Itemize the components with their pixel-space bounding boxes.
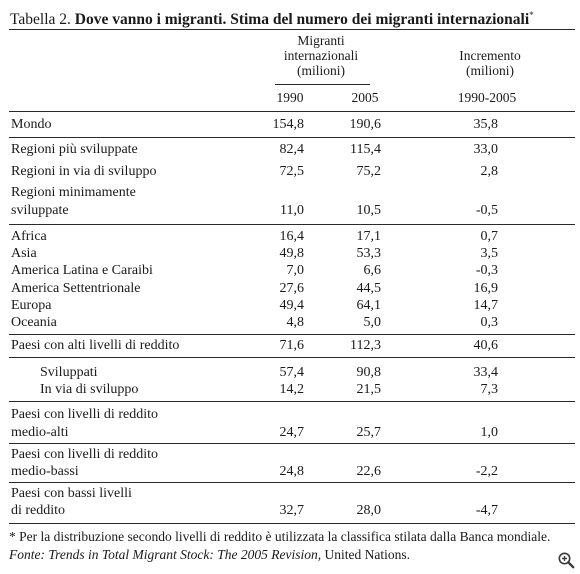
title-footnote-marker: * (529, 10, 534, 20)
value-increment: 33,0 (473, 142, 498, 157)
value-increment: 16,9 (473, 281, 498, 296)
value-1990: 49,4 (279, 298, 304, 313)
source-label: Fonte: (9, 547, 45, 562)
value-1990: 32,7 (279, 503, 304, 518)
header-increment: Incremento (milioni) (459, 48, 521, 78)
value-1990: 49,8 (279, 246, 304, 261)
row-label: Regioni minimamente (11, 185, 136, 200)
source-title: Trends in Total Migrant Stock: The 2005 Revision, (48, 547, 322, 562)
zoom-in-icon[interactable] (557, 551, 575, 569)
top-rule (9, 29, 575, 30)
value-increment: 3,5 (480, 246, 498, 261)
value-increment: 33,4 (473, 365, 498, 380)
value-2005: 112,3 (350, 338, 381, 353)
value-2005: 25,7 (356, 425, 381, 440)
row-label: Regioni in via di sviluppo (11, 164, 157, 179)
year-1990: 1990 (276, 90, 304, 105)
value-increment: -0,3 (475, 263, 498, 278)
bottom-rule (9, 523, 575, 524)
table-heading: Dove vanno i migranti. Stima del numero dei migranti internazionali (74, 11, 530, 28)
value-1990: 11,0 (280, 203, 304, 218)
value-increment: -0,5 (475, 203, 498, 218)
value-increment: 0,3 (480, 315, 498, 330)
row-label-cont: di reddito (11, 503, 66, 518)
header-bottom-rule (9, 111, 575, 112)
table-title (10, 6, 575, 29)
row-label: Paesi con bassi livelli (11, 486, 132, 501)
value-increment: -4,7 (475, 503, 498, 518)
row-label: Asia (11, 246, 37, 261)
row-label: Mondo (11, 117, 52, 132)
row-label: In via di sviluppo (40, 382, 139, 397)
row-label: Paesi con livelli di reddito (11, 447, 158, 462)
value-1990: 27,6 (279, 281, 304, 296)
value-2005: 17,1 (356, 229, 381, 244)
value-increment: 2,8 (480, 164, 498, 179)
row-label: Regioni più sviluppate (11, 142, 138, 157)
value-1990: 24,7 (279, 425, 304, 440)
year-2005: 2005 (351, 90, 379, 105)
value-1990: 57,4 (279, 365, 304, 380)
value-2005: 28,0 (356, 503, 381, 518)
header-migrants: Migranti internazionali (milioni) (283, 33, 359, 78)
value-increment: 7,3 (480, 382, 498, 397)
value-2005: 10,5 (356, 203, 381, 218)
source-note (9, 546, 410, 563)
value-1990: 14,2 (279, 382, 304, 397)
row-label: Oceania (11, 315, 57, 330)
row-label: Europa (11, 298, 52, 313)
value-1990: 4,8 (286, 315, 304, 330)
row-label: America Settentrionale (11, 281, 141, 296)
row-label-cont: medio-alti (11, 425, 69, 440)
row-label: Sviluppati (40, 365, 98, 380)
value-2005: 64,1 (356, 298, 381, 313)
value-2005: 44,5 (356, 281, 381, 296)
value-1990: 71,6 (279, 338, 304, 353)
value-2005: 21,5 (356, 382, 381, 397)
value-2005: 6,6 (363, 263, 381, 278)
row-label-cont: medio-bassi (11, 464, 79, 479)
source-publisher: United Nations. (324, 547, 410, 562)
value-2005: 190,6 (349, 117, 381, 132)
value-1990: 7,0 (286, 263, 304, 278)
value-increment: -2,2 (475, 464, 498, 479)
value-increment: 0,7 (480, 229, 498, 244)
value-increment: 1,0 (480, 425, 498, 440)
value-increment: 14,7 (473, 298, 498, 313)
value-1990: 24,8 (279, 464, 304, 479)
header-span-rule (275, 84, 370, 85)
value-2005: 5,0 (363, 315, 381, 330)
row-label: Paesi con alti livelli di reddito (11, 338, 180, 353)
value-2005: 115,4 (350, 142, 381, 157)
value-1990: 82,4 (279, 142, 304, 157)
value-increment: 35,8 (473, 117, 498, 132)
row-label: America Latina e Caraibi (11, 263, 153, 278)
value-1990: 154,8 (272, 117, 304, 132)
table-number: Tabella 2. (10, 11, 71, 28)
value-2005: 90,8 (356, 365, 381, 380)
row-label-cont: sviluppate (11, 203, 69, 218)
value-1990: 16,4 (279, 229, 304, 244)
value-increment: 40,6 (473, 338, 498, 353)
row-label: Africa (11, 229, 47, 244)
value-2005: 22,6 (356, 464, 381, 479)
value-2005: 53,3 (356, 246, 381, 261)
row-label: Paesi con livelli di reddito (11, 407, 158, 422)
year-range: 1990-2005 (457, 90, 517, 105)
value-1990: 72,5 (279, 164, 304, 179)
value-2005: 75,2 (356, 164, 381, 179)
footnote: * Per la distribuzione secondo livelli di reddito è utilizzata la classifica stilata dalla Banca mondiale. (9, 529, 551, 544)
